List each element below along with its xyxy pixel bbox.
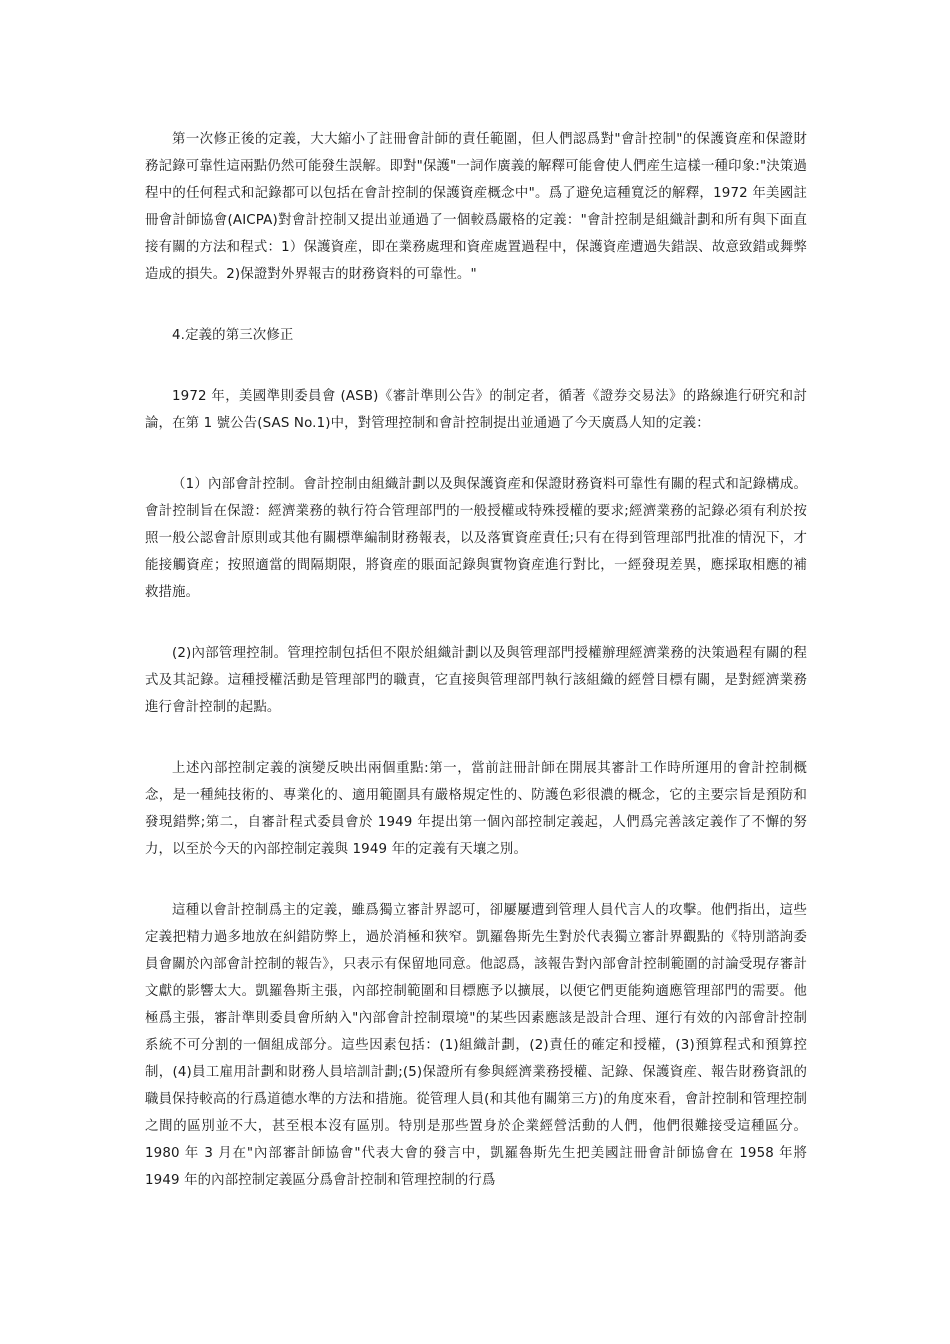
paragraph-two-key-points: 上述內部控制定義的演變反映出兩個重點:第一，當前註冊計師在開展其審計工作時所運用的會計控制概念，是一種純技術的、專業化的、適用範圍具有嚴格規定性的、防護色彩很濃的概念，它的主要宗旨是預防和發現錯弊;第二，自審計程式委員會於 1949 年提出第一個內部控制定義起，人們爲完善該定義作了不懈的努力，以至於今天的內部控制定義與 1949 年的定義有天壤之別。 [145, 761, 807, 857]
paragraph-first-revision-aicpa-definition: 第一次修正後的定義，大大縮小了註冊會計師的責任範圍，但人們認爲對"會計控制"的保護資産和保證財務記錄可靠性這兩點仍然可能發生誤解。即對"保護"一詞作廣義的解釋可能會使人們産生這樣一種印象:"決策過程中的任何程式和記錄都可以包括在會計控制的保護資産概念中"。爲了避免這種寬泛的解釋，1972 年美國註冊會計師協會(AICPA)對會計控制又提出並通過了一個較爲嚴格的定義："會計控制是組織計劃和所有與下面直接有關的方法和程式：1）保護資産，即在業務處理和資産處置過程中，保護資産遭過失錯誤、故意致錯或舞弊造成的損失。2)保證對外界報吉的財務資料的可靠性。" [145, 132, 807, 282]
section-heading-third-revision: 4.定義的第三次修正 [172, 328, 294, 343]
paragraph-asb-sas1-intro: 1972 年，美國準則委員會 (ASB)《審計準則公告》的制定者，循著《證券交易法》的路線進行研究和討論，在第 1 號公告(SAS No.1)中，對管理控制和會計控制提出並通過了今天廣爲人知的定義： [145, 389, 807, 431]
paragraph-internal-accounting-control: （1）內部會計控制。會計控制由組織計劃以及與保護資産和保證財務資料可靠性有關的程式和記錄構成。會計控制旨在保證：經濟業務的執行符合管理部門的一般授權或特殊授權的要求;經濟業務的記錄必須有利於按照一般公認會計原則或其他有關標準編制財務報表，以及落實資産責任;只有在得到管理部門批准的情況下，才能接觸資産；按照適當的間隔期限，將資産的賬面記錄與實物資産進行對比，一經發現差異，應採取相應的補救措施。 [145, 477, 807, 600]
paragraph-management-critique: 這種以會計控制爲主的定義，雖爲獨立審計界認可，卻屢屢遭到管理人員代言人的攻擊。他們指出，這些定義把精力過多地放在糾錯防弊上，過於消極和狹窄。凱羅魯斯先生對於代表獨立審計界觀點的《特別諮詢委員會關於內部會計控制的報告》，只表示有保留地同意。他認爲，該報告對內部會計控制範圍的討論受現存審計文獻的影響太大。凱羅魯斯主張，內部控制範圍和目標應予以擴展，以便它們更能夠適應管理部門的需要。他極爲主張，審計準則委員會所納入"內部會計控制環境"的某些因素應該是設計合理、運行有效的內部會計控制系統不可分割的一個組成部分。這些因素包括：(1)組織計劃，(2)責任的確定和授權，(3)預算程式和預算控制，(4)員工雇用計劃和財務人員培訓計劃;(5)保證所有參與經濟業務授權、記錄、保護資産、報告財務資訊的職員保持較高的行爲道德水準的方法和措施。從管理人員(和其他有關第三方)的角度來看，會計控制和管理控制之間的區別並不大，甚至根本沒有區別。特別是那些置身於企業經營活動的人們，他們很難接受這種區分。1980 年 3 月在"內部審計師協會"代表大會的發言中，凱羅魯斯先生把美國註冊會計師協會在 1958 年將 1949 年的內部控制定義區分爲會計控制和管理控制的行爲 [145, 903, 807, 1188]
document-body [145, 126, 807, 1194]
paragraph-internal-management-control: (2)內部管理控制。管理控制包括但不限於組織計劃以及與管理部門授權辦理經濟業務的決策過程有關的程式及其記錄。這種授權活動是管理部門的職責，它直接與管理部門執行該組織的經營目標有關，是對經濟業務進行會計控制的起點。 [145, 646, 807, 715]
